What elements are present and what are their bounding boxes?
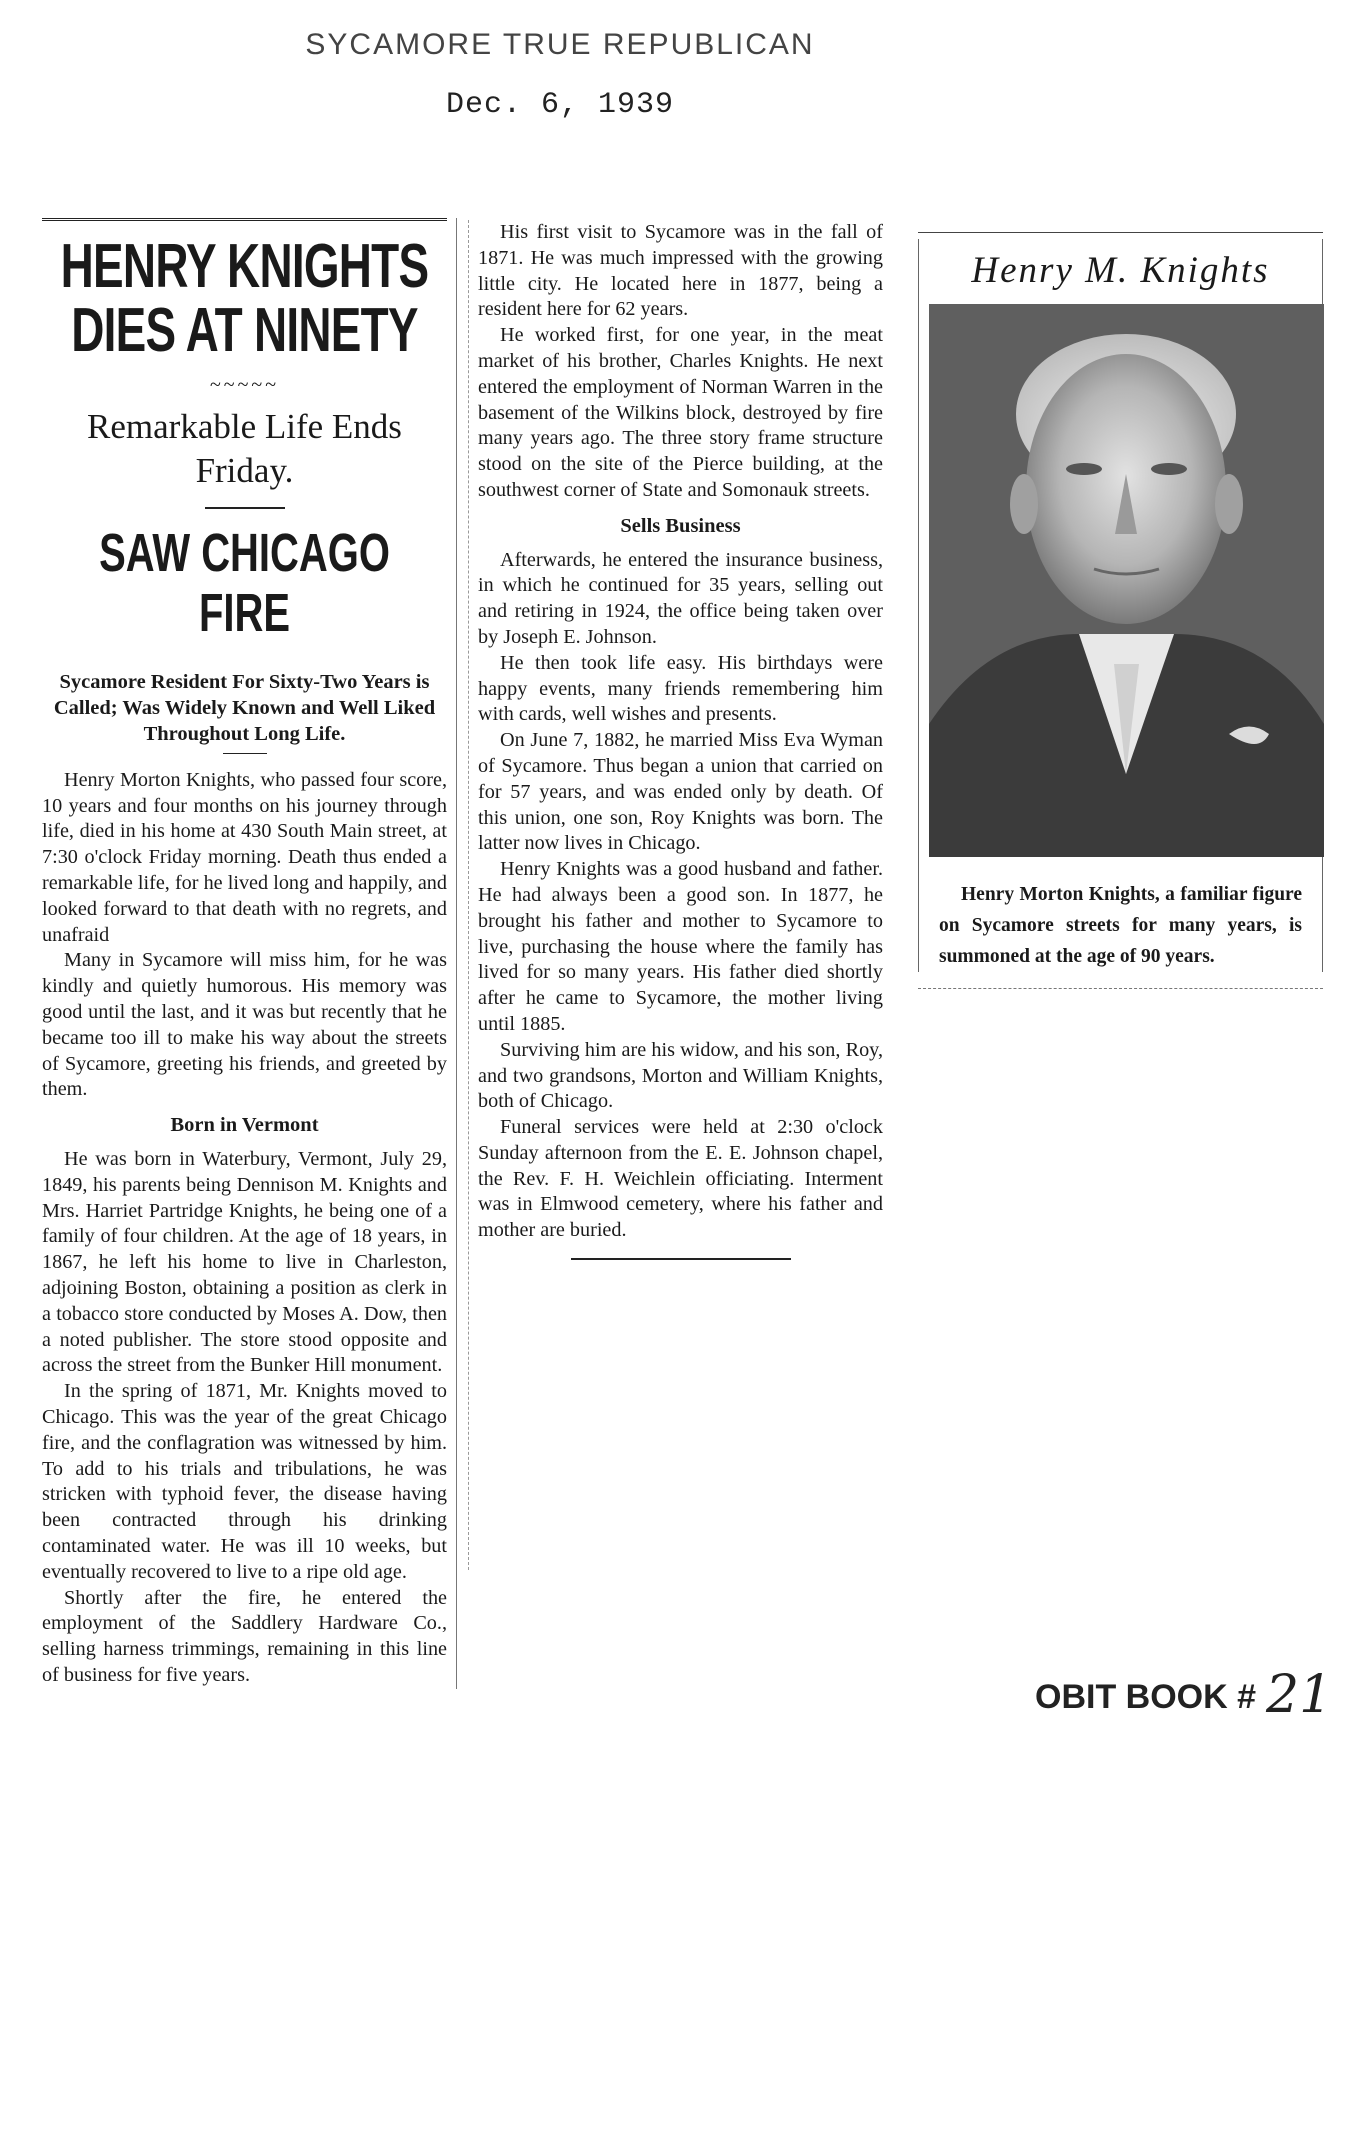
paragraph: Shortly after the fire, he entered the employment of the Saddlery Hardware Co., selling harness trimmings, remaining in this line of business for five years. [42,1586,447,1686]
photo-box [918,232,1323,989]
photo-caption: Henry Morton Knights, a familiar figure on Sycamore streets for many years, is summoned at the age of 90 years. [939,884,1302,967]
paragraph: He then took life easy. His birthdays were happy events, many friends remembering him with cards, well wishes and presents. [478,651,883,726]
paragraph: Henry Knights was a good husband and father. He had always been a good son. In 1877, he brought his father and mother to Sycamore to live, purchasing the house where the family has lived for so many years. His father died shortly after he came to Sycamore, the mother living until 1885. [478,858,883,1035]
paragraph: He worked first, for one year, in the meat market of his brother, Charles Knights. He next entered the employment of Norman Warren in the basement of the Wilkins block, destroyed by fire many years ago. The three story frame structure stood on the site of the Pierce building, at the southwest corner of State and Somonauk streets. [478,324,883,501]
secondary-headline: SAW CHICAGO FIRE [99,522,390,643]
portrait-image [929,304,1324,857]
tiny-rule [223,753,267,754]
article-column-2 [478,220,883,1260]
photo-nameplate: Henry M. Knights [971,250,1270,291]
top-rule [918,232,1323,233]
obit-book-number: 21 [1266,1665,1333,1725]
paragraph: Many in Sycamore will miss him, for he was kindly and quietly humorous. His memory was good until the last, and it was but recently that he became too ill to make his way about the streets of Sycamore, greeting his friends, and greeted by them. [42,949,447,1101]
subhead-born-in-vermont: Born in Vermont [170,1114,319,1137]
headline: HENRY KNIGHTS DIES AT NINETY [60,232,429,365]
paragraph: He was born in Waterbury, Vermont, July 29, 1849, his parents being Dennison M. Knights and Mrs. Harriet Partridge Knights, he being one of a family of four children. At the age of 18 years, in 1867, he left his home to live in Charleston, adjoining Boston, obtaining a position as clerk in a tobacco store conducted by Moses A. Dow, then a noted publisher. The store stood opposite and across the street from the Bunker Hill monument. [42,1147,447,1377]
subhead-sells-business: Sells Business [620,514,741,537]
date-stamp: Dec. 6, 1939 [445,88,675,122]
article-column-1 [42,218,447,1689]
column-divider [468,220,469,1570]
paragraph: Henry Morton Knights, who passed four score, 10 years and four months on his journey through life, died in his home at 430 South Main street, at 7:30 o'clock Friday morning. Death thus ended a remarkable life, for he lived long and happily, and looked forward to that death with no regrets, and unafraid [42,768,447,946]
summary-deck: Sycamore Resident For Sixty-Two Years is Called; Was Widely Known and Well Liked Throughout Long Life. [53,670,436,745]
top-rule [42,218,447,221]
deck-headline: Remarkable Life Ends Friday. [87,406,402,490]
end-rule [571,1258,791,1260]
ornament-divider: ~~~~~ [209,374,280,396]
bottom-rule [918,988,1323,989]
photo-frame [918,239,1323,972]
paragraph: On June 7, 1882, he married Miss Eva Wyman of Sycamore. Thus began a union that carried on for 57 years, and was ended only by death. Of this union, one son, Roy Knights was born. The latter now lives in Chicago. [478,729,883,855]
paragraph: Surviving him are his widow, and his son, Roy, and two grandsons, Morton and William Knights, both of Chicago. [478,1038,883,1113]
paragraph: His first visit to Sycamore was in the fall of 1871. He was much impressed with the growing little city. He located here in 1877, being a resident here for 62 years. [478,221,883,321]
obit-book-label [1035,1665,1332,1725]
short-rule [205,507,285,509]
paragraph: Afterwards, he entered the insurance business, in which he continued for 35 years, selling out and retiring in 1924, the office being taken over by Joseph E. Johnson. [478,548,883,648]
newspaper-stamp: SYCAMORE TRUE REPUBLICAN [305,28,815,61]
paragraph: In the spring of 1871, Mr. Knights moved to Chicago. This was the year of the great Chicago fire, and the conflagration was witnessed by him. To add to his trials and tribulations, he was stricken with typhoid fever, the disease having been contracted through his drinking contaminated water. He was ill 10 weeks, but eventually recovered to live to a ripe old age. [42,1380,447,1583]
portrait-photo [929,304,1324,857]
obit-book-text: OBIT BOOK # [1035,1678,1257,1716]
paragraph: Funeral services were held at 2:30 o'clock Sunday afternoon from the E. E. Johnson chapel, the Rev. F. H. Weichlein officiating. Interment was in Elmwood cemetery, where his father and mother are buried. [478,1116,883,1242]
column-divider [456,218,457,1689]
